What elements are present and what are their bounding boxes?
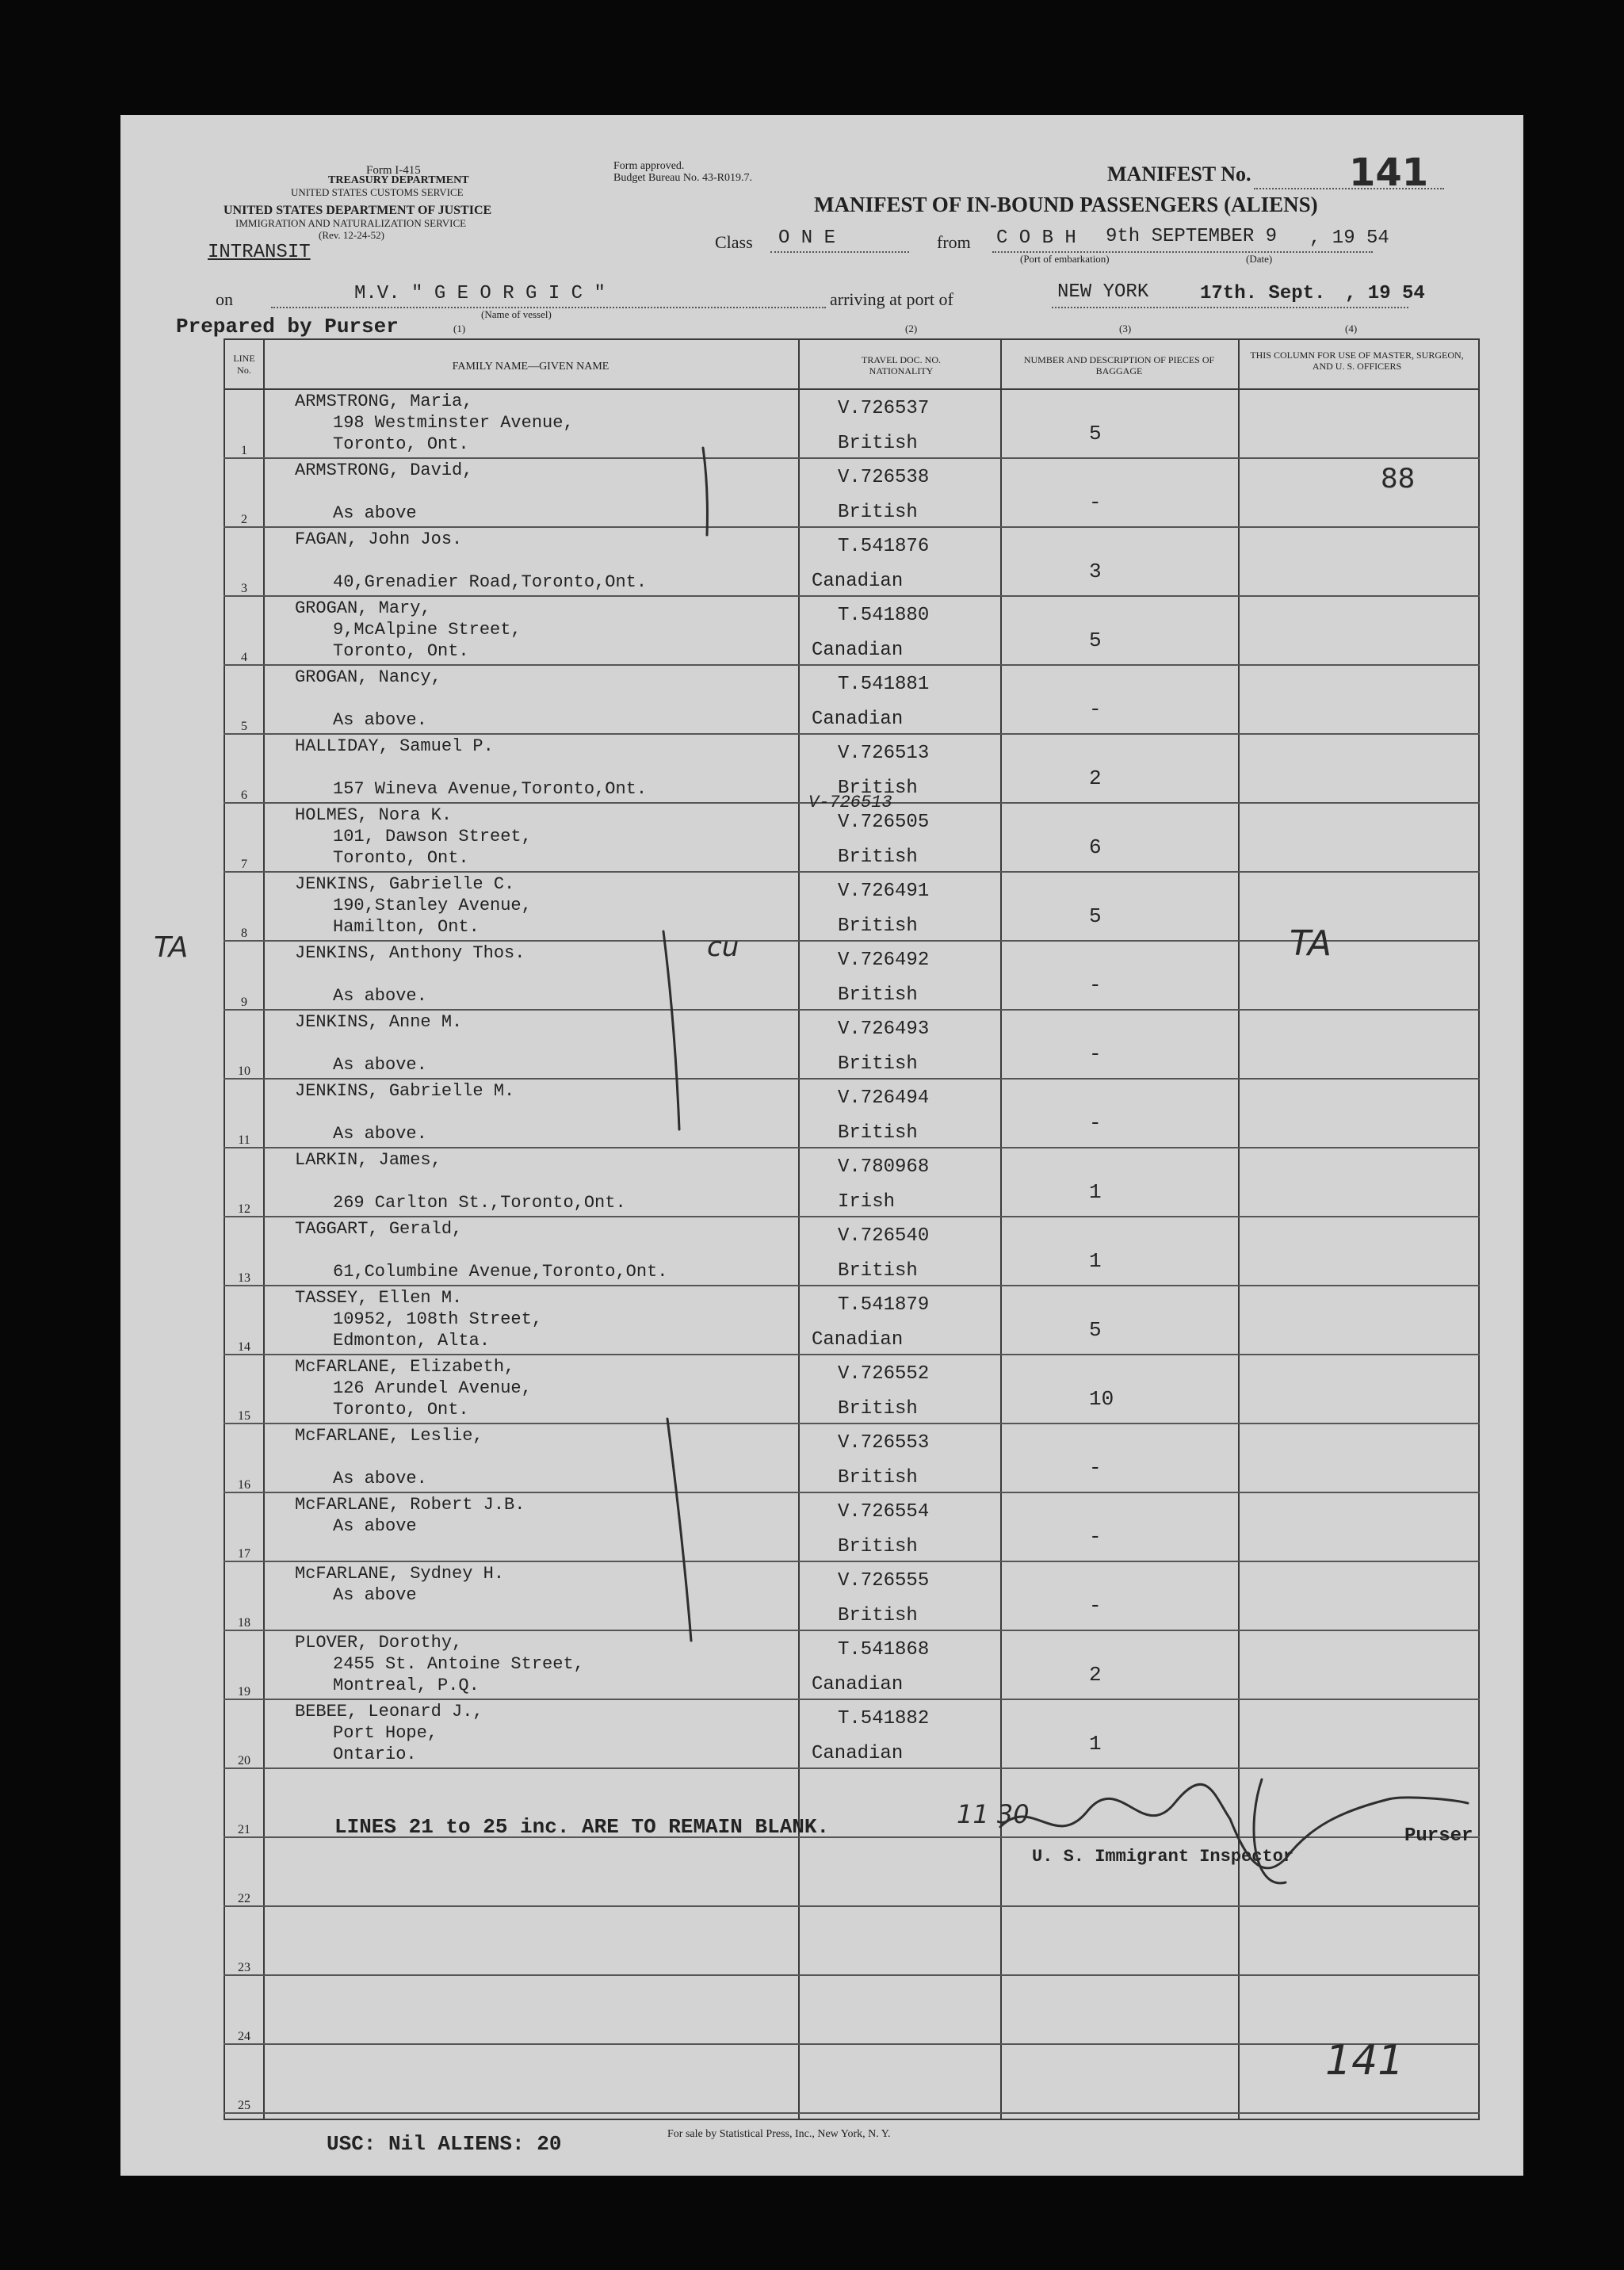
passenger-name: BEBEE, Leonard J.,	[295, 1702, 483, 1722]
passenger-address: As above	[333, 503, 417, 523]
travel-doc-number: V.726537	[838, 398, 930, 419]
travel-doc-number: V.726492	[838, 950, 930, 971]
baggage-count: -	[1089, 1111, 1102, 1135]
line-number: 13	[238, 1271, 250, 1285]
nationality: British	[838, 1260, 918, 1282]
nationality: Canadian	[812, 640, 904, 661]
baggage-count: 5	[1089, 1318, 1102, 1342]
nationality: British	[838, 1605, 918, 1626]
passenger-address: 40,Grenadier Road,Toronto,Ont.	[333, 572, 648, 592]
caption-2: (2)	[905, 323, 918, 334]
passenger-name: JENKINS, Anthony Thos.	[295, 943, 525, 963]
departure-year: , 19 54	[1309, 227, 1389, 249]
line-number: 4	[241, 651, 247, 664]
baggage-count: -	[1089, 1594, 1102, 1618]
departure-date: 9th SEPTEMBER 9	[1106, 226, 1278, 247]
passenger-address: Ontario.	[333, 1745, 417, 1764]
line-number: 5	[241, 720, 247, 733]
passenger-name: ARMSTRONG, David,	[295, 460, 473, 480]
caption-4: (4)	[1345, 323, 1358, 334]
nationality: British	[838, 1053, 918, 1075]
travel-doc-number: T.541880	[838, 605, 930, 626]
baggage-count: 2	[1089, 766, 1102, 790]
manifest-page	[120, 115, 1523, 2176]
col-header-officers: THIS COLUMN FOR USE OF MASTER, SURGEON, AND U. S. OFFICERS	[1250, 350, 1464, 372]
baggage-count: 1	[1089, 1249, 1102, 1273]
arriving-label: arriving at port of	[830, 289, 953, 309]
passenger-address: Hamilton, Ont.	[333, 917, 480, 937]
baggage-count: 10	[1089, 1387, 1114, 1411]
line-number: 17	[238, 1547, 250, 1561]
line-number: 25	[238, 2099, 250, 2112]
from-label: from	[937, 232, 971, 252]
passenger-address: As above.	[333, 1055, 427, 1075]
baggage-count: 1	[1089, 1180, 1102, 1204]
baggage-count: -	[1089, 697, 1102, 721]
passenger-address: As above.	[333, 986, 427, 1006]
nationality: British	[838, 915, 918, 937]
left-margin-mark: TA	[154, 931, 189, 964]
passenger-address: 9,McAlpine Street,	[333, 620, 522, 640]
nationality: Canadian	[812, 1674, 904, 1695]
travel-doc-number: T.541881	[838, 674, 930, 695]
manifest-number: 141	[1349, 151, 1429, 195]
travel-doc-number: T.541879	[838, 1294, 930, 1316]
line-number: 6	[241, 789, 247, 802]
travel-doc-number: V.780968	[838, 1156, 930, 1178]
nationality: British	[838, 433, 918, 454]
travel-doc-number: V.726552	[838, 1363, 930, 1385]
date-caption: (Date)	[1246, 253, 1273, 265]
passenger-address: Toronto, Ont.	[333, 641, 469, 661]
blank-lines-note: LINES 21 to 25 inc. ARE TO REMAIN BLANK.	[334, 1815, 830, 1839]
caption-1: (1)	[453, 323, 466, 334]
nationality: British	[838, 502, 918, 523]
travel-doc-number: V.726493	[838, 1018, 930, 1040]
nationality: British	[838, 984, 918, 1006]
line-number: 3	[241, 582, 247, 595]
passenger-name: TASSEY, Ellen M.	[295, 1288, 463, 1308]
passenger-name: TAGGART, Gerald,	[295, 1219, 463, 1239]
line-number: 1	[241, 444, 247, 457]
passenger-address: Toronto, Ont.	[333, 1400, 469, 1420]
travel-doc-number: V.726554	[838, 1501, 930, 1523]
passenger-name: HOLMES, Nora K.	[295, 805, 453, 825]
nationality: British	[838, 846, 918, 868]
passenger-address: As above.	[333, 1124, 427, 1144]
baggage-count: -	[1089, 1525, 1102, 1549]
treasury-department: TREASURY DEPARTMENT	[328, 174, 469, 186]
col-header-name: FAMILY NAME—GIVEN NAME	[452, 361, 609, 373]
arrival-year: , 19 54	[1345, 283, 1425, 304]
nationality: Canadian	[812, 571, 904, 592]
vessel-caption: (Name of vessel)	[481, 308, 552, 320]
passenger-name: LARKIN, James,	[295, 1150, 441, 1170]
passenger-address: 10952, 108th Street,	[333, 1309, 543, 1329]
travel-doc-number: T.541868	[838, 1639, 930, 1660]
passenger-address: As above	[333, 1516, 417, 1536]
line-number: 12	[238, 1202, 250, 1216]
passenger-address: 61,Columbine Avenue,Toronto,Ont.	[333, 1262, 668, 1282]
passenger-address: As above.	[333, 1469, 427, 1488]
nationality: British	[838, 1398, 918, 1420]
halliday-doc-correction: V-726513	[808, 793, 892, 812]
passenger-name: McFARLANE, Elizabeth,	[295, 1357, 515, 1377]
baggage-count: 5	[1089, 629, 1102, 652]
line-number: 2	[241, 513, 247, 526]
travel-doc-number: V.726505	[838, 812, 930, 833]
signature-marks: 11 30	[957, 1799, 1030, 1829]
passenger-name: PLOVER, Dorothy,	[295, 1633, 463, 1653]
passenger-name: ARMSTRONG, Maria,	[295, 392, 473, 411]
passenger-address: 126 Arundel Avenue,	[333, 1378, 532, 1398]
line-number: 10	[238, 1064, 250, 1078]
baggage-count: -	[1089, 973, 1102, 997]
purser-label: Purser	[1404, 1825, 1473, 1847]
baggage-count: -	[1089, 1456, 1102, 1480]
nationality: British	[838, 1467, 918, 1488]
passenger-address: 190,Stanley Avenue,	[333, 896, 532, 915]
port-caption: (Port of embarkation)	[1020, 253, 1110, 265]
nationality: Canadian	[812, 1743, 904, 1764]
prepared-by: Prepared by Purser	[176, 315, 399, 338]
passenger-address: 198 Westminster Avenue,	[333, 413, 574, 433]
customs-service: UNITED STATES CUSTOMS SERVICE	[291, 186, 464, 198]
caption-3: (3)	[1119, 323, 1132, 334]
totals: USC: Nil ALIENS: 20	[327, 2132, 562, 2156]
form-number: Form I-415	[366, 164, 421, 177]
travel-doc-number: T.541882	[838, 1708, 930, 1729]
arrival-date: 17th. Sept.	[1200, 283, 1326, 304]
travel-doc-number: T.541876	[838, 536, 930, 557]
passenger-address: Port Hope,	[333, 1723, 438, 1743]
line-number: 7	[241, 858, 247, 871]
manifest-label: MANIFEST No.	[1107, 162, 1251, 185]
passenger-address: 269 Carlton St.,Toronto,Ont.	[333, 1193, 626, 1213]
vessel-name: M.V. " G E O R G I C "	[354, 283, 606, 304]
arrival-port: NEW YORK	[1057, 281, 1149, 303]
baggage-count: -	[1089, 491, 1102, 514]
line-number: 18	[238, 1616, 250, 1630]
nationality: British	[838, 1122, 918, 1144]
passenger-address: 157 Wineva Avenue,Toronto,Ont.	[333, 779, 648, 799]
passenger-name: JENKINS, Gabrielle M.	[295, 1081, 515, 1101]
line-number: 21	[238, 1823, 250, 1836]
revision: (Rev. 12-24-52)	[319, 229, 384, 241]
line-number: 16	[238, 1478, 250, 1492]
passenger-address: Toronto, Ont.	[333, 434, 469, 454]
passenger-name: FAGAN, John Jos.	[295, 529, 463, 549]
baggage-count: 5	[1089, 422, 1102, 445]
passenger-name: JENKINS, Gabrielle C.	[295, 874, 515, 894]
budget-bureau: Budget Bureau No. 43-R019.7.	[613, 172, 752, 184]
line-number: 19	[238, 1685, 250, 1699]
on-label: on	[216, 289, 233, 309]
line-number: 8	[241, 927, 247, 940]
col-header-baggage: NUMBER AND DESCRIPTION OF PIECES OF BAGGAGE	[1023, 354, 1215, 376]
line-number: 15	[238, 1409, 250, 1423]
col-header-doc: TRAVEL DOC. NO. NATIONALITY	[861, 354, 941, 376]
baggage-count: 3	[1089, 560, 1102, 583]
passenger-address: 101, Dawson Street,	[333, 827, 532, 846]
passenger-address: Edmonton, Alta.	[333, 1331, 491, 1351]
travel-doc-number: V.726491	[838, 881, 930, 902]
nationality: Canadian	[812, 1329, 904, 1351]
handwritten-marks	[120, 115, 1523, 2176]
travel-doc-number: V.726538	[838, 467, 930, 488]
line-number: 23	[238, 1961, 250, 1974]
travel-doc-number: V.726540	[838, 1225, 930, 1247]
col-header-line: LINE No.	[233, 353, 255, 376]
baggage-count: 5	[1089, 904, 1102, 928]
passenger-name: McFARLANE, Leslie,	[295, 1426, 483, 1446]
name-mark: cu	[707, 931, 739, 963]
manifest-title: MANIFEST OF IN-BOUND PASSENGERS (ALIENS)	[814, 193, 1318, 216]
page-mark: 141	[1325, 2037, 1404, 2085]
line-number: 24	[238, 2030, 250, 2043]
travel-doc-number: V.726494	[838, 1087, 930, 1109]
baggage-count: 2	[1089, 1663, 1102, 1687]
form-approved: Form approved.	[613, 160, 685, 172]
baggage-count: 6	[1089, 835, 1102, 859]
inspector-label: U. S. Immigrant Inspector	[1032, 1847, 1294, 1867]
passenger-address: As above.	[333, 710, 427, 730]
line-number: 22	[238, 1892, 250, 1905]
travel-doc-number: V.726555	[838, 1570, 930, 1592]
line-number: 9	[241, 996, 247, 1009]
passenger-name: McFARLANE, Sydney H.	[295, 1564, 505, 1584]
passenger-name: GROGAN, Mary,	[295, 598, 431, 618]
nationality: British	[838, 1536, 918, 1557]
officer-mark: TA	[1290, 923, 1332, 964]
line-number: 11	[238, 1133, 250, 1147]
travel-doc-number: V.726553	[838, 1432, 930, 1454]
travel-doc-number: V.726513	[838, 743, 930, 764]
passenger-name: JENKINS, Anne M.	[295, 1012, 463, 1032]
doj-title: UNITED STATES DEPARTMENT OF JUSTICE	[224, 204, 492, 217]
nationality: Irish	[838, 1191, 896, 1213]
printer-credit: For sale by Statistical Press, Inc., New York, N. Y.	[667, 2128, 891, 2140]
passenger-name: HALLIDAY, Samuel P.	[295, 736, 494, 756]
passenger-name: McFARLANE, Robert J.B.	[295, 1495, 525, 1515]
passenger-address: Montreal, P.Q.	[333, 1676, 480, 1695]
class-value: O N E	[778, 227, 836, 249]
intransit-label: INTRANSIT	[208, 242, 311, 263]
passenger-name: GROGAN, Nancy,	[295, 667, 441, 687]
port-of-embarkation: C O B H	[996, 227, 1076, 249]
passenger-address: 2455 St. Antoine Street,	[333, 1654, 584, 1674]
nationality: British	[838, 778, 918, 799]
nationality: Canadian	[812, 709, 904, 730]
line-number: 20	[238, 1754, 250, 1767]
class-label: Class	[715, 232, 753, 252]
baggage-count: 1	[1089, 1732, 1102, 1756]
officer-note: 88	[1381, 463, 1416, 495]
line-number: 14	[238, 1340, 250, 1354]
passenger-address: Toronto, Ont.	[333, 848, 469, 868]
baggage-count: -	[1089, 1042, 1102, 1066]
passenger-address: As above	[333, 1585, 417, 1605]
ins-title: IMMIGRATION AND NATURALIZATION SERVICE	[235, 217, 467, 229]
